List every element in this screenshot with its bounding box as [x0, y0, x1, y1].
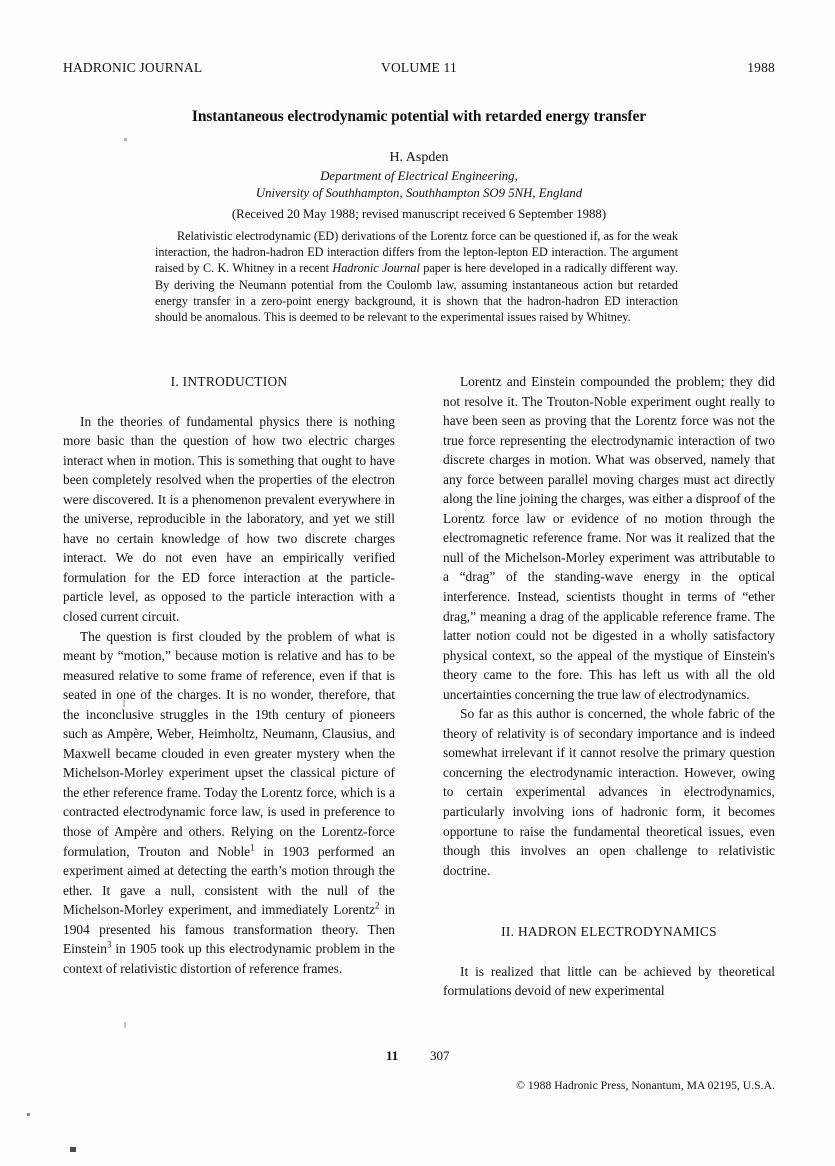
left-paragraph-1: In the theories of fundamental physics there is nothing more basic than the question of how two electric charges interact when in motion. This is something that ought to have been completely resolved when the properties of the electron were discovered. It is a phenomenon prevalent everywhere in the universe, reproducible in the laboratory, and yet we still have no certain knowledge of how two discrete charges interact. We do not even have an empirically verified formulation for the ED force interaction at the particle-particle level, as opposed to the particle interaction with a closed current circuit.	[63, 413, 395, 625]
abstract-text-part-1: Relativistic electrodynamic (ED) derivations of the Lorentz force can be questioned if, as for the weak interaction, the hadron-hadron ED interaction differs from the lepton-lepton ED interaction. The argument raised by C. K. Whitney in a recent	[155, 229, 678, 276]
volume-label: VOLUME 11	[381, 60, 457, 75]
section-heading-hadron-electrodynamics: II. HADRON ELECTRODYNAMICS	[501, 924, 717, 940]
left-p2-text-b: in 1903 performed an experiment aimed at detecting the earth’s motion through the ether. It gave a null, consistent with the null of the Michelson-Morley experiment, and immediately Lorentz	[63, 843, 395, 918]
scan-speck	[70, 1147, 76, 1152]
reference-marker-2: 2	[375, 900, 380, 911]
right-paragraph-2: So far as this author is concerned, the whole fabric of the theory of relativity is of secondary importance and is indeed somewhat irrelevant if it cannot resolve the primary question concerning the electrodynamic interaction. However, owing to certain experimental advances in electrodynamics, particularly involving ions of hadronic form, it becomes opportune to raise the fundamental theoretical issues, even though this involves an open challenge to relativistic doctrine.	[443, 706, 775, 878]
scan-speck	[123, 700, 125, 707]
scan-speck	[124, 1022, 126, 1028]
left-paragraph-2	[63, 627, 395, 979]
journal-name: HADRONIC JOURNAL	[63, 60, 203, 75]
scan-speck	[124, 138, 127, 141]
left-column	[63, 372, 395, 978]
affiliation-line-2: University of Southhampton, Southhampton SO9 5NH, England	[255, 186, 583, 200]
article-title: Instantaneous electrodynamic potential with retarded energy transfer	[191, 108, 647, 125]
right-paragraph-1: Lorentz and Einstein compounded the problem; they did not resolve it. The Trouton-Noble experiment ought really to have been seen as proving that the Lorentz force was not the true force representing the electrodynamic interaction of two discrete charges in motion. What was observed, namely that any force between parallel moving charges must act directly along the line joining the charges, was either a disproof of the Lorentz force law or evidence of no motion through the electromagnetic reference frame. Nor was it realized that the null of the Michelson-Morley experiment was attributable to a “drag” of the standing-wave energy in the optical interference. Instead, scientists thought in terms of “ether drag,” meaning a drag of the applicable reference frame. The latter notion could not be digested in a wholly satisfactory physical context, so the appeal of the mystique of Einstein's theory came to the fore. This has left us with all the old uncertainties concerning the true law of electrodynamics.	[443, 374, 775, 702]
reference-marker-3: 3	[106, 939, 112, 950]
scan-speck	[27, 1113, 30, 1116]
left-p2-text-d: in 1905 took up this electrodynamic problem in the context of relativistic distortion of reference frames.	[63, 941, 395, 976]
abstract	[155, 228, 678, 325]
right-column	[443, 372, 775, 1001]
received-date: (Received 20 May 1988; revised manuscript received 6 September 1988)	[231, 207, 607, 221]
footer-page-number: 307	[430, 1048, 450, 1063]
section-heading-introduction: I. INTRODUCTION	[170, 374, 288, 389]
affiliation-line-1: Department of Electrical Engineering,	[320, 169, 518, 183]
left-p2-text-a: The question is first clouded by the problem of what is meant by “motion,” because motion is relative and has to be measured relative to some frame of reference, even if that is seated in one of the charges. It is no wonder, therefore, that the inconclusive struggles in the 19th century of pioneers such as Ampère, Weber, Heimholtz, Neumann, Clausius, and Maxwell became clouded in even greater mystery when the Michelson-Morley experiment upset the classical picture of the ether reference frame. Today the Lorentz force, which is a contracted electrodynamic force law, is used in preference to those of Ampère and others. Relying on the Lorentz-force formulation, Trouton and Noble	[63, 628, 395, 859]
reference-marker-1: 1	[250, 842, 255, 853]
abstract-journal-citation: Hadronic Journal	[332, 261, 420, 276]
copyright-notice: © 1988 Hadronic Press, Nonantum, MA 02195, U.S.A.	[516, 1079, 775, 1092]
running-head	[63, 60, 775, 80]
right-paragraph-3: It is realized that little can be achieved by theoretical formulations devoid of new experimental	[443, 963, 775, 999]
left-p2-text-c: in 1904 presented his famous transformation theory. Then Einstein	[63, 902, 395, 957]
author-name: H. Aspden	[389, 150, 449, 165]
year-label: 1988	[747, 60, 775, 75]
abstract-text-part-2: paper is here developed in a radically different way. By deriving the Neumann potential from the Coulomb law, assuming instantaneous action but retarded energy transfer in a zero-point energy background, it is shown that the hadron-hadron ED interaction should be anomalous. This is deemed to be relevant to the experimental issues raised by Whitney.	[155, 261, 678, 325]
footer-volume-number: 11	[386, 1048, 399, 1063]
author-block	[63, 148, 775, 224]
